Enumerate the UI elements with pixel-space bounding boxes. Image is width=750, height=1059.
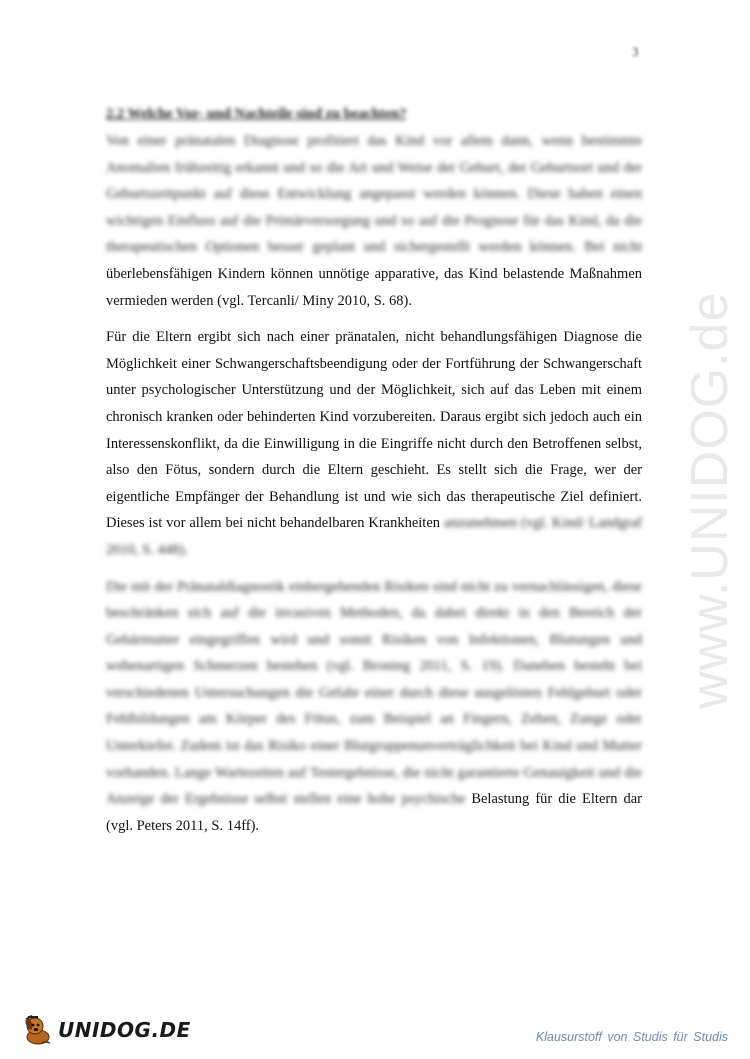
paragraph-2-blurred-text: anzunehmen (vgl. Kind/ Landgraf 2010, S. 448). <box>106 515 642 558</box>
dog-mascot-icon <box>22 1013 56 1047</box>
logo-text: UNIDOG.DE <box>58 1018 191 1042</box>
page-number: 3 <box>632 44 639 59</box>
paragraph-3-blurred-text: Die mit der Pränataldiagnostik einhergehenden Risiken sind nicht zu vernachlässigen, diese beschränken sich auf die invasiven Methoden, da dabei direkt in den Bereich der Gebärmutter eingegriffen wird und somit Risiken von Infektionen, Blutungen und wehenartigen Schmerzen bestehen (vgl. Broning 2011, S. 19). Daneben besteht bei verschiedenen Untersuchungen die Gefahr einer durch diese ausgelösten Fehlgeburt oder Fehlbildungen am Körper des Fötus, zum Beispiel an Fingern, Zehen, Zunge oder Unterkiefer. Zudem ist das Risiko einer Blutgruppenunverträglichkeit bei Kind und Mutter vorhanden. Lange Wartezeiten auf Testergebnisse, die nicht garantierte Genauigkeit und die Anzeige der Ergebnisse selbst stellen eine hohe psychische <box>106 578 642 808</box>
paragraph-3-visible-text: Belastung für die Eltern dar (vgl. Peters 2011, S. 14ff). <box>106 791 643 834</box>
document-body <box>106 104 642 849</box>
paragraph-1-visible-text: überlebensfähigen Kindern können unnötige apparative, das Kind belastende Maßnahmen vermieden werden (vgl. Tercanli/ Miny 2010, S. 68). <box>106 265 642 309</box>
paragraph-3 <box>106 574 642 840</box>
paragraph-1 <box>106 128 642 314</box>
watermark: www.UNIDOG.de <box>681 291 739 709</box>
paragraph-2-visible-text: Für die Eltern ergibt sich nach einer pränatalen, nicht behandlungsfähigen Diagnose die Möglichkeit einer Schwangerschaftsbeendigung oder der Fortführung der Schwangerschaft unter psychologischer Unterstützung und der Möglichkeit, sich auf das Leben mit einem chronisch kranken oder behinderten Kind vorzubereiten. Daraus ergibt sich jedoch auch ein Interessenskonflikt, da die Einwilligung in die Eingriffe nicht durch den Betroffenen selbst, also den Fötus, sondern durch die Eltern geschieht. Es stellt sich die Frage, wer der eigentliche Empfänger der Behandlung ist und wie sich das therapeutische Ziel definiert. Dieses ist vor allem bei nicht behandelbaren Krankheiten <box>106 329 642 532</box>
paragraph-2 <box>106 324 642 563</box>
paragraph-1-blurred-text: Von einer pränatalen Diagnose profitiert das Kind vor allem dann, wenn bestimmte Anomalien frühzeitig erkannt und so die Art und Weise der Geburt, der Geburtsort und der Geburtszeitpunkt auf diese Entwicklung angepasst werden können. Diese haben einen wichtigen Einfluss auf die Primärversorgung und so auf die Prognose für das Kind, da die therapeutischen Optionen besser geplant und sichergestellt werden können. Bei nicht <box>106 133 642 256</box>
unidog-logo[interactable] <box>22 1012 191 1048</box>
section-heading: 2.2 Welche Vor- und Nachteile sind zu beachten? <box>106 106 407 122</box>
footer-slogan: Klausurstoff von Studis für Studis <box>535 1030 728 1044</box>
